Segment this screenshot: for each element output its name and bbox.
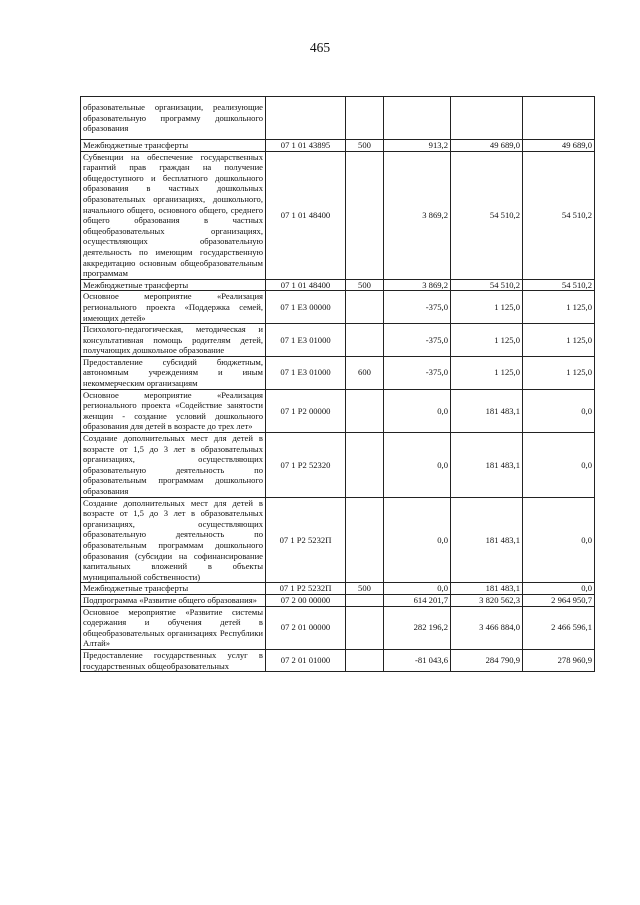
row-v3: 1 125,0 [523, 324, 595, 357]
row-name: Межбюджетные трансферты [81, 140, 266, 152]
row-v2: 1 125,0 [451, 291, 523, 324]
row-vr [346, 389, 384, 432]
table-row [81, 140, 595, 152]
row-name: Предоставление субсидий бюджетным, автономным учреждениям и иным некоммерческим организациям [81, 356, 266, 389]
row-v2: 284 790,9 [451, 649, 523, 671]
row-code: 07 1 01 43895 [266, 140, 346, 152]
row-name: Основное мероприятие «Реализация регионального проекта «Поддержка семей, имеющих детей» [81, 291, 266, 324]
row-name: Межбюджетные трансферты [81, 279, 266, 291]
row-vr [346, 594, 384, 606]
row-v1: 0,0 [384, 583, 451, 595]
row-v1: 282 196,2 [384, 606, 451, 649]
row-name: Создание дополнительных мест для детей в возрасте от 1,5 до 3 лет в образовательных организациях, осуществляющих образовательную деятельность по образовательным программам дошкольного образования (субсидии на софинансирование капитальных вложений в объекты муниципальной собственности) [81, 497, 266, 583]
row-v3: 2 466 596,1 [523, 606, 595, 649]
row-vr [346, 324, 384, 357]
row-v1: 913,2 [384, 140, 451, 152]
table-row [81, 594, 595, 606]
row-v1: 614 201,7 [384, 594, 451, 606]
row-code: 07 1 E3 01000 [266, 324, 346, 357]
row-name: образовательные организации, реализующие образовательную программу дошкольного образования [81, 97, 266, 140]
table-row [81, 151, 595, 279]
row-vr: 500 [346, 140, 384, 152]
row-v1: 3 869,2 [384, 151, 451, 279]
table-body [81, 97, 595, 672]
row-name: Подпрограмма «Развитие общего образования» [81, 594, 266, 606]
row-name: Основное мероприятие «Развитие системы содержания и обучения детей в общеобразовательных организациях Республики Алтай» [81, 606, 266, 649]
row-v3: 0,0 [523, 583, 595, 595]
row-vr [346, 291, 384, 324]
row-v3: 1 125,0 [523, 356, 595, 389]
row-v1: -375,0 [384, 356, 451, 389]
row-v2: 181 483,1 [451, 583, 523, 595]
row-v1 [384, 97, 451, 140]
row-code: 07 1 01 48400 [266, 151, 346, 279]
row-v3: 2 964 950,7 [523, 594, 595, 606]
row-v1: -375,0 [384, 291, 451, 324]
row-code: 07 1 01 48400 [266, 279, 346, 291]
row-v2: 181 483,1 [451, 389, 523, 432]
table-row [81, 583, 595, 595]
row-v1: -81 043,6 [384, 649, 451, 671]
row-vr [346, 151, 384, 279]
row-v3: 1 125,0 [523, 291, 595, 324]
table-row [81, 356, 595, 389]
row-v3 [523, 97, 595, 140]
row-v2: 3 820 562,3 [451, 594, 523, 606]
row-code: 07 2 01 01000 [266, 649, 346, 671]
row-v2: 1 125,0 [451, 356, 523, 389]
table-row [81, 97, 595, 140]
row-code [266, 97, 346, 140]
row-v3: 54 510,2 [523, 279, 595, 291]
row-code: 07 1 P2 52320 [266, 433, 346, 498]
row-v2 [451, 97, 523, 140]
row-v2: 54 510,2 [451, 151, 523, 279]
row-v2: 49 689,0 [451, 140, 523, 152]
table-row [81, 649, 595, 671]
row-code: 07 2 00 00000 [266, 594, 346, 606]
row-name: Межбюджетные трансферты [81, 583, 266, 595]
row-vr [346, 97, 384, 140]
row-v3: 54 510,2 [523, 151, 595, 279]
row-name: Психолого-педагогическая, методическая и консультативная помощь родителям детей, получающих дошкольное образование [81, 324, 266, 357]
row-name: Создание дополнительных мест для детей в возрасте от 1,5 до 3 лет в образовательных организациях, осуществляющих образовательную деятельность по образовательным программам дошкольного образования [81, 433, 266, 498]
row-v2: 3 466 884,0 [451, 606, 523, 649]
row-name: Субвенции на обеспечение государственных гарантий прав граждан на получение общедоступного и бесплатного дошкольного образования в частных дошкольных образовательных организациях, дошкольного, начального общего, основного общего, среднего общего образования в частных общеобразовательных организациях, осуществляющих образовательную деятельность по имеющим государственную аккредитацию основным общеобразовательным программам [81, 151, 266, 279]
row-v3: 0,0 [523, 433, 595, 498]
row-name: Предоставление государственных услуг в государственных общеобразовательных [81, 649, 266, 671]
row-v1: 0,0 [384, 389, 451, 432]
budget-table [80, 96, 595, 672]
row-v3: 278 960,9 [523, 649, 595, 671]
row-vr: 500 [346, 279, 384, 291]
row-v1: -375,0 [384, 324, 451, 357]
table-row [81, 324, 595, 357]
row-vr [346, 606, 384, 649]
row-v3: 0,0 [523, 389, 595, 432]
row-code: 07 1 E3 01000 [266, 356, 346, 389]
row-code: 07 1 E3 00000 [266, 291, 346, 324]
row-v1: 0,0 [384, 497, 451, 583]
row-v1: 3 869,2 [384, 279, 451, 291]
row-v3: 49 689,0 [523, 140, 595, 152]
row-vr [346, 649, 384, 671]
row-code: 07 2 01 00000 [266, 606, 346, 649]
table-row [81, 433, 595, 498]
row-code: 07 1 P2 5232П [266, 583, 346, 595]
row-vr: 600 [346, 356, 384, 389]
table-row [81, 291, 595, 324]
row-v2: 54 510,2 [451, 279, 523, 291]
row-vr [346, 433, 384, 498]
row-code: 07 1 P2 5232П [266, 497, 346, 583]
row-v3: 0,0 [523, 497, 595, 583]
row-v2: 1 125,0 [451, 324, 523, 357]
row-name: Основное мероприятие «Реализация регионального проекта «Содействие занятости женщин - создание условий дошкольного образования для детей в возрасте до трех лет» [81, 389, 266, 432]
table-row [81, 497, 595, 583]
page-number: 465 [309, 40, 331, 55]
row-code: 07 1 P2 00000 [266, 389, 346, 432]
row-v2: 181 483,1 [451, 497, 523, 583]
table-row [81, 606, 595, 649]
row-v1: 0,0 [384, 433, 451, 498]
row-v2: 181 483,1 [451, 433, 523, 498]
row-vr [346, 497, 384, 583]
table-row [81, 389, 595, 432]
row-vr: 500 [346, 583, 384, 595]
table-row [81, 279, 595, 291]
